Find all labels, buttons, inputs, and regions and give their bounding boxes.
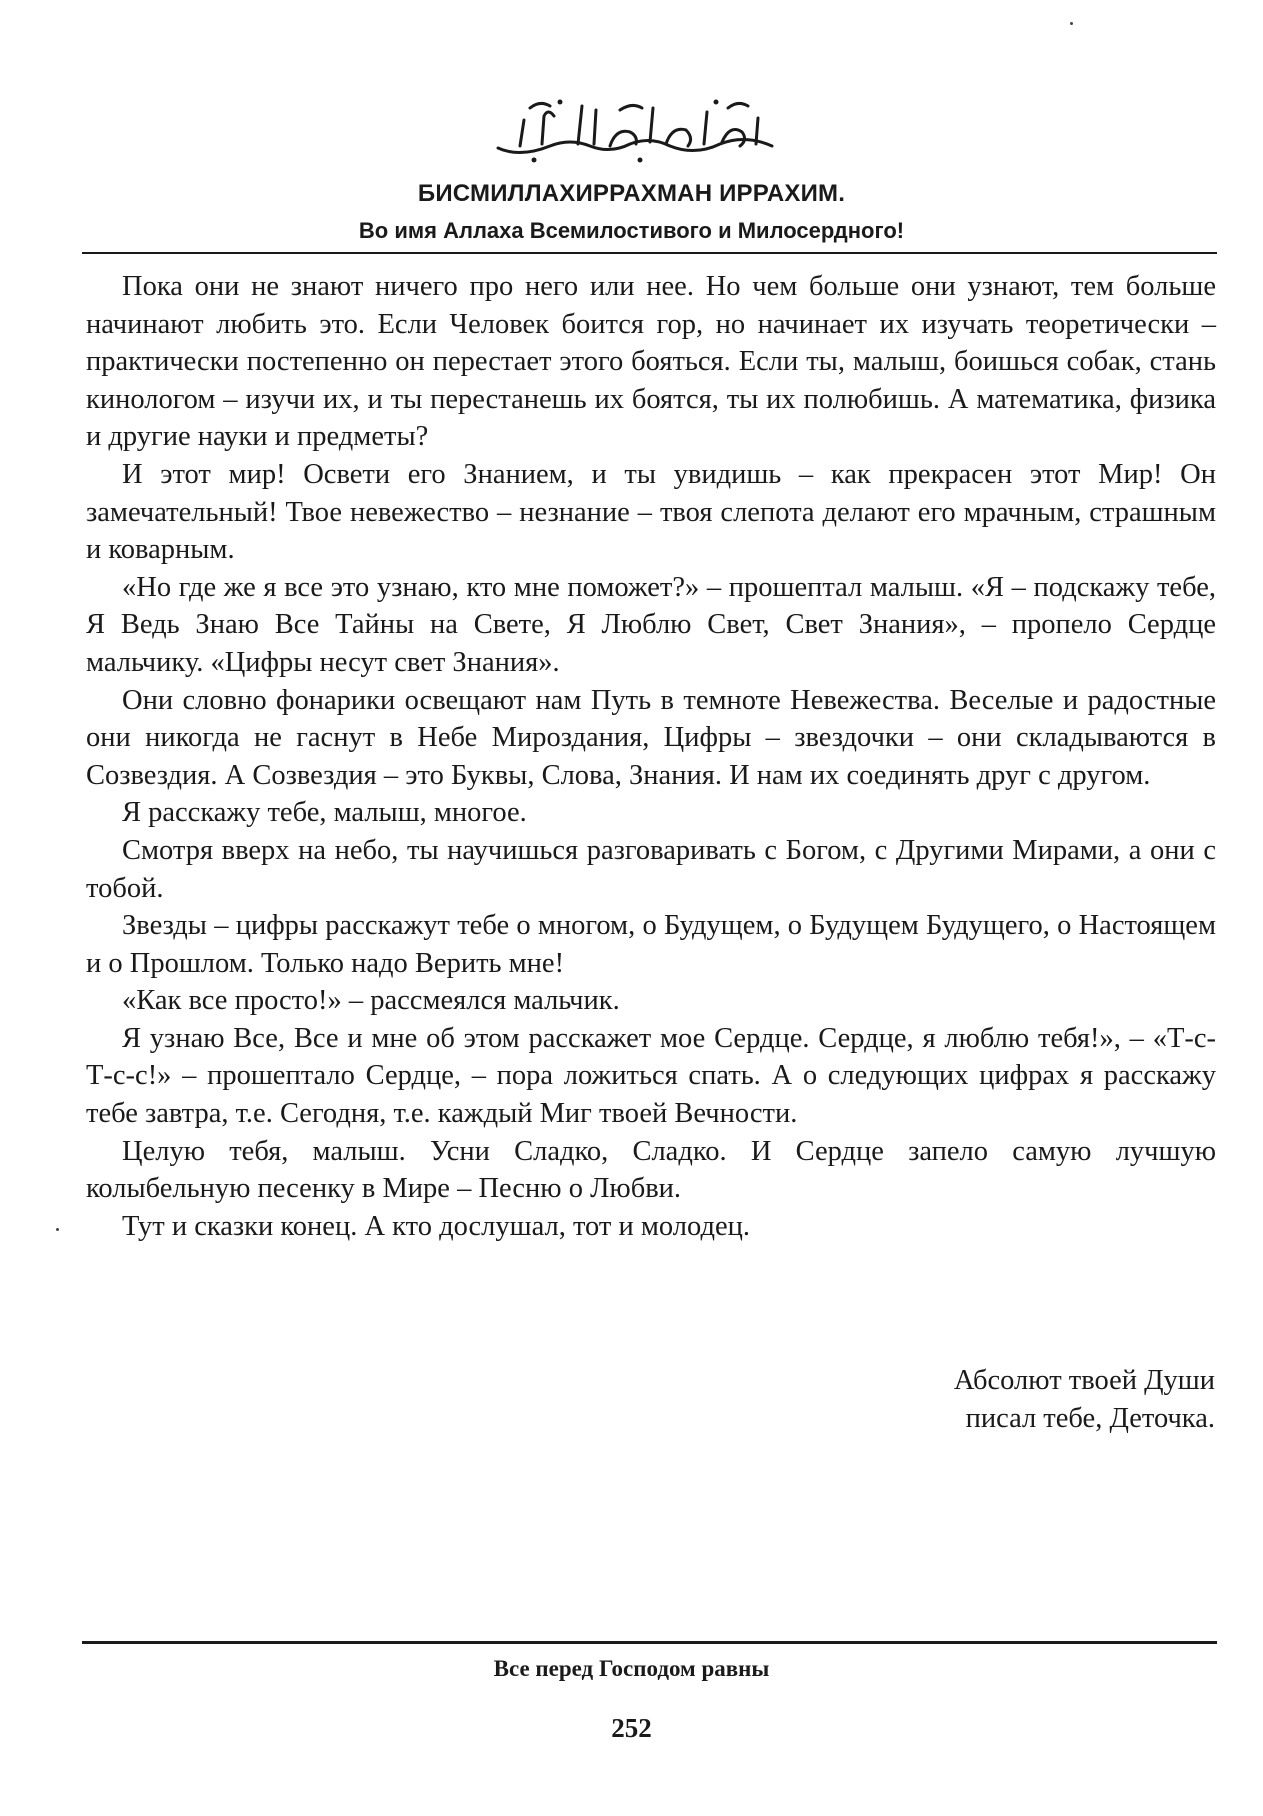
scan-speck (1070, 22, 1073, 25)
paragraph: Смотря вверх на небо, ты научишься разговаривать с Богом, с Другими Мирами, а они с тобой. (86, 834, 1216, 904)
paragraph: «Как все просто!» – рассмеялся мальчик. (122, 985, 620, 1017)
signature (954, 1362, 1215, 1438)
scan-speck (56, 1228, 59, 1231)
header-subtitle: Во имя Аллаха Всемилостивого и Милосердного! (358, 218, 905, 243)
footer-title: Все перед Господом равны (493, 1656, 770, 1681)
paragraph: Целую тебя, малыш. Усни Сладко, Сладко. И Сердце запело самую лучшую колыбельную песенку в Мире – Песню о Любви. (86, 1135, 1216, 1205)
paragraph: Звезды – цифры расскажут тебе о многом, о Будущем, о Будущем Будущего, о Настоящем и о Прошлом. Только надо Верить мне! (86, 910, 1216, 979)
paragraph: И этот мир! Освети его Знанием, и ты увидишь – как прекрасен этот Мир! Он замечательный! Твое невежество – незнание – твоя слепота делают его мрачным, страшным и коварным. (86, 458, 1216, 566)
paragraph: Пока они не знают ничего про него или нее. Но чем больше они узнают, тем больше начинают любить это. Если Человек боится гор, но начинает их изучать теоретически – практически постепенно он перестает этого бояться. Если ты, малыш, боишься собак, стань кинологом – изучи их, и ты перестанешь их боятся, ты их полюбишь. А математика, физика и другие науки и предметы? (86, 271, 1216, 453)
signature-line: Абсолют твоей Души (953, 1365, 1215, 1396)
basmala-calligraphy (490, 88, 780, 168)
header-title: БИСМИЛЛАХИРРАХМАН ИРРАХИМ. (417, 180, 846, 207)
paragraph: Я расскажу тебе, малыш, многое. (122, 797, 527, 829)
footer-rule (82, 1641, 1217, 1644)
paragraph: Они словно фонарики освещают нам Путь в темноте Невежества. Веселые и радостные они никогда не гаснут в Небе Мироздания, Цифры – звездочки – они складываются в Созвездия. А Созвездия – это Буквы, Слова, Знания. И нам их соединять друг с другом. (86, 684, 1216, 791)
signature-line: писал тебе, Деточка. (965, 1403, 1215, 1434)
paragraph: Тут и сказки конец. А кто дослушал, тот и молодец. (122, 1210, 750, 1242)
header-rule (82, 252, 1217, 254)
body-text (86, 268, 1216, 1245)
paragraph: «Но где же я все это узнаю, кто мне поможет?» – прошептал малыш. «Я – подскажу тебе, Я Ведь Знаю Все Тайны на Свете, Я Люблю Свет, Свет Знания», – пропело Сердце мальчику. «Цифры несут свет Знания». (86, 571, 1216, 678)
paragraph: Я узнаю Все, Все и мне об этом расскажет мое Сердце. Сердце, я люблю тебя!», – «Т-с-Т-с-с!» – прошептало Сердце, – пора ложиться спать. А о следующих цифрах я расскажу тебе завтра, т.е. Сегодня, т.е. каждый Миг твоей Вечности. (86, 1022, 1216, 1130)
page-number: 252 (611, 1713, 652, 1743)
